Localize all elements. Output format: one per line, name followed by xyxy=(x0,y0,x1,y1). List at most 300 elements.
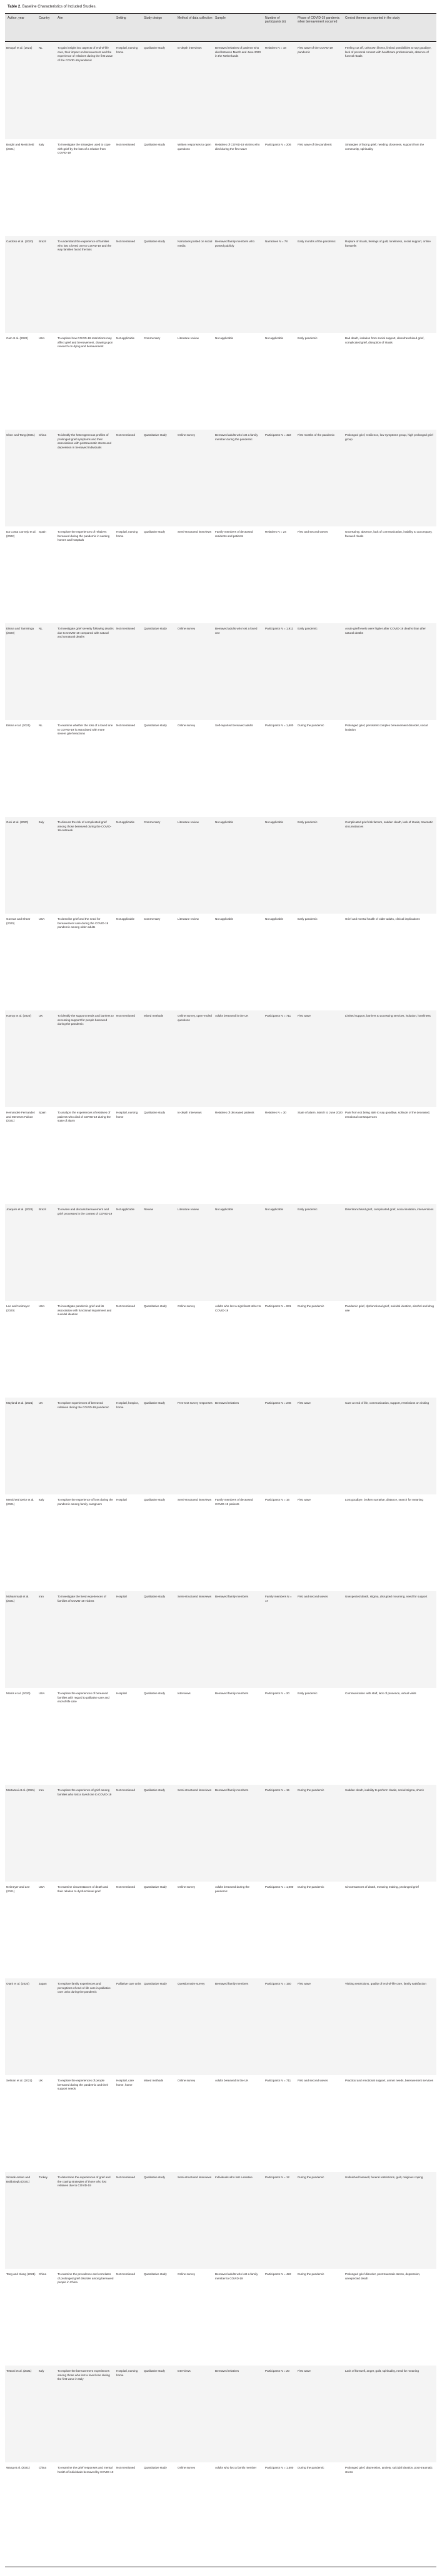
table-cell xyxy=(38,720,56,817)
cell-text: UK xyxy=(39,1014,43,1017)
table-cell xyxy=(143,333,176,430)
cell-text: To examine circumstances of death and their relation to dysfunctional grief xyxy=(58,1885,108,1893)
cell-text: First wave xyxy=(298,1498,311,1501)
col-header: Central themes as reported in the study xyxy=(345,16,400,20)
table-cell xyxy=(38,2269,56,2366)
table-cell xyxy=(38,236,56,333)
table-cell xyxy=(56,42,115,139)
table-cell xyxy=(38,2462,56,2559)
cell-text: Literature review xyxy=(178,337,199,340)
table-cell xyxy=(214,1398,264,1494)
cell-text: Commentary xyxy=(144,821,161,824)
table-cell xyxy=(115,139,143,236)
cell-text: Hospital, nursing home xyxy=(116,1111,138,1118)
cell-text: NL xyxy=(39,627,43,630)
table-cell xyxy=(344,2075,436,2172)
cell-text: To gain insight into aspects of end-of-life care, their impact on bereavement and the experience of relatives during the first wave of the COVID-19 pandemic xyxy=(58,46,113,62)
table-cell xyxy=(56,1978,115,2075)
cell-text: Semi-structured interviews xyxy=(178,1595,212,1598)
table-cell xyxy=(115,720,143,817)
table-cell xyxy=(296,526,344,623)
table-cell xyxy=(176,1785,214,1882)
table-cell xyxy=(176,1398,214,1494)
cell-text: USA xyxy=(39,1692,45,1695)
cell-text: To discuss the risk of complicated grief among those bereaved during the COVID-19 outbreak xyxy=(58,821,112,832)
table-cell xyxy=(344,1107,436,1204)
cell-text: Chen and Tang (2021) xyxy=(6,433,35,437)
table-cell xyxy=(296,2075,344,2172)
table-cell xyxy=(214,2172,264,2269)
cell-text: Qualitative study xyxy=(144,1401,165,1404)
cell-text: Not applicable xyxy=(116,1208,135,1211)
table-cell xyxy=(115,1591,143,1688)
table-cell xyxy=(38,1107,56,1204)
cell-text: Online survey, open-ended questions xyxy=(178,1014,212,1022)
table-cell xyxy=(214,2462,264,2559)
table-cell xyxy=(38,1882,56,1978)
table-cell xyxy=(214,2366,264,2462)
cell-text: Review xyxy=(144,1208,154,1211)
cell-text: Not mentioned xyxy=(116,2176,135,2179)
table-cell xyxy=(38,1978,56,2075)
cell-text: Not mentioned xyxy=(116,433,135,437)
cell-text: Bereaved adults who lost a family member to COVID-19 xyxy=(215,2273,258,2280)
cell-text: Practical and emotional support, unmet needs, bereavement services xyxy=(345,2079,433,2082)
table-cell xyxy=(176,2075,214,2172)
cell-text: During the pandemic xyxy=(298,1305,324,1308)
table-cell xyxy=(264,1978,296,2075)
table-cell xyxy=(56,1010,115,1107)
table-cell xyxy=(264,236,296,333)
table-cell xyxy=(176,236,214,333)
cell-text: Borghi and Menichetti (2021) xyxy=(6,143,34,151)
table-cell xyxy=(214,817,264,914)
table-cell xyxy=(296,914,344,1010)
cell-text: Interviews xyxy=(178,1692,191,1695)
cell-text: Adults bereaved during the pandemic xyxy=(215,1885,249,1893)
table-cell xyxy=(344,236,436,333)
table-cell xyxy=(5,623,38,720)
table-row xyxy=(5,2075,436,2172)
table-cell xyxy=(38,1494,56,1591)
table-cell xyxy=(56,720,115,817)
cell-text: Tang and Xiang (2021) xyxy=(6,2273,36,2276)
table-row xyxy=(5,1882,436,1978)
table-cell xyxy=(214,1107,264,1204)
cell-text: Not mentioned xyxy=(116,1789,135,1792)
cell-text: Complicated grief risk factors, sudden death, lack of rituals, traumatic circumstances xyxy=(345,821,433,828)
table-cell xyxy=(264,1398,296,1494)
table-cell xyxy=(56,2269,115,2366)
table-cell xyxy=(56,817,115,914)
cell-text: Italy xyxy=(39,2369,44,2372)
cell-text: To review and discuss bereavement and grief processes in the context of COVID-19 xyxy=(58,1208,113,1215)
header-bottom-rule xyxy=(5,41,436,42)
cell-text: Online survey xyxy=(178,1885,196,1888)
table-cell xyxy=(344,1398,436,1494)
cell-text: First and second waves xyxy=(298,530,328,533)
cell-text: Early pandemic xyxy=(298,1208,318,1211)
cell-text: Early pandemic xyxy=(298,337,318,340)
table-cell xyxy=(56,1591,115,1688)
table-cell xyxy=(5,2269,38,2366)
table-cell xyxy=(143,2366,176,2462)
cell-text: Participants N = 246 xyxy=(265,1401,291,1404)
table-cell xyxy=(115,236,143,333)
table-cell xyxy=(5,1301,38,1398)
cell-text: Sudden death, inability to perform rituals, social stigma, shock xyxy=(345,1789,424,1792)
table-cell xyxy=(264,2366,296,2462)
cell-text: Online survey xyxy=(178,2273,196,2276)
cell-text: Bereaved adults who lost a loved one xyxy=(215,627,258,634)
table-cell xyxy=(344,1204,436,1301)
cell-text: Participants N = 711 xyxy=(265,1014,291,1017)
table-caption xyxy=(8,5,96,9)
table-cell xyxy=(115,1301,143,1398)
table-cell xyxy=(56,333,115,430)
table-row xyxy=(5,526,436,623)
table-cell xyxy=(143,2075,176,2172)
cell-text: Hospital xyxy=(116,1595,127,1598)
table-cell xyxy=(56,1882,115,1978)
table-cell xyxy=(264,1107,296,1204)
cell-text: First and second waves xyxy=(298,2079,328,2082)
cell-text: To investigate the strategies used to cope with grief by the loss of a relative from COVID-19 xyxy=(58,143,111,154)
table-cell xyxy=(56,1301,115,1398)
col-header: Setting xyxy=(116,16,126,20)
cell-text: Harrop et al. (2020) xyxy=(6,1014,31,1017)
cell-text: Relatives N = 30 xyxy=(265,1111,286,1114)
cell-text: Hospital, hospice, home xyxy=(116,1401,139,1409)
table-cell xyxy=(38,1785,56,1882)
table-cell xyxy=(5,1591,38,1688)
cell-text: To identify the heterogeneous profiles of prolonged grief symptoms and their associations with posttraumatic stress and depression in bereaved individuals xyxy=(58,433,112,449)
cell-text: NL xyxy=(39,46,43,49)
cell-text: Iran xyxy=(39,1789,44,1792)
cell-text: Literature review xyxy=(178,917,199,920)
table-cell xyxy=(5,1978,38,2075)
cell-text: Neimeyer and Lee (2021) xyxy=(6,1885,30,1893)
table-cell xyxy=(296,720,344,817)
table-cell xyxy=(296,1107,344,1204)
table-cell xyxy=(143,1107,176,1204)
table-cell xyxy=(264,526,296,623)
cell-text: To investigate the lived experiences of families of COVID-19 victims xyxy=(58,1595,106,1602)
table-cell xyxy=(56,1785,115,1882)
table-cell xyxy=(264,1301,296,1398)
cell-text: First wave of the pandemic xyxy=(298,143,332,146)
cell-text: Quantitative study xyxy=(144,1885,167,1888)
cell-text: First wave xyxy=(298,1401,311,1404)
cell-text: Wang et al. (2021) xyxy=(6,2466,30,2469)
cell-text: Relatives of deceased patients xyxy=(215,1111,254,1114)
table-cell xyxy=(38,817,56,914)
cell-text: Literature review xyxy=(178,1208,199,1211)
cell-text: Morris et al. (2020) xyxy=(6,1692,31,1695)
table-cell xyxy=(115,2269,143,2366)
table-cell xyxy=(143,2462,176,2559)
cell-text: Not applicable xyxy=(265,821,284,824)
table-cell xyxy=(176,720,214,817)
cell-text: Adults bereaved in the UK xyxy=(215,2079,249,2082)
table-cell xyxy=(176,2462,214,2559)
table-cell xyxy=(176,139,214,236)
cell-text: In-depth interviews xyxy=(178,1111,202,1114)
table-row xyxy=(5,1107,436,1204)
cell-text: Qualitative study xyxy=(144,1595,165,1598)
cell-text: Early pandemic xyxy=(298,821,318,824)
table-cell xyxy=(115,1010,143,1107)
col-header: Sample xyxy=(215,16,226,20)
cell-text: Not applicable xyxy=(215,1208,234,1211)
table-cell xyxy=(38,2366,56,2462)
table-cell xyxy=(176,1882,214,1978)
table-cell xyxy=(296,1591,344,1688)
cell-text: Spain xyxy=(39,1111,46,1114)
table-cell xyxy=(296,2172,344,2269)
cell-text: Quantitative study xyxy=(144,2466,167,2469)
cell-text: Interviews xyxy=(178,2369,191,2372)
table-row xyxy=(5,2462,436,2559)
table-cell xyxy=(5,42,38,139)
table-cell xyxy=(5,526,38,623)
table-cell xyxy=(176,1204,214,1301)
table-cell xyxy=(296,236,344,333)
table-cell xyxy=(344,333,436,430)
table-cell xyxy=(296,1398,344,1494)
table-cell xyxy=(38,1301,56,1398)
table-cell xyxy=(56,914,115,1010)
cell-text: To explore the experiences of relatives bereaved during the pandemic in nursing homes and hospitals xyxy=(58,530,110,541)
cell-text: Eisma and Tamminga (2020) xyxy=(6,627,34,634)
table-row xyxy=(5,1978,436,2075)
cell-text: Hospital, nursing home xyxy=(116,530,138,538)
cell-text: To explore the experiences of bereaved families with regard to palliative care and end-of-life care xyxy=(58,1692,109,1703)
table-cell xyxy=(344,139,436,236)
cell-text: Italy xyxy=(39,1498,44,1501)
table-cell xyxy=(5,914,38,1010)
table-cell xyxy=(264,1494,296,1591)
table-cell xyxy=(56,430,115,526)
table-cell xyxy=(38,1688,56,1785)
table-cell xyxy=(176,1301,214,1398)
table-cell xyxy=(214,2269,264,2366)
cell-text: To explore the experience of grief among families who lost a loved one to COVID-19 xyxy=(58,1789,112,1796)
table-cell xyxy=(176,1688,214,1785)
table-cell xyxy=(264,1785,296,1882)
table-cell xyxy=(143,1978,176,2075)
cell-text: China xyxy=(39,433,47,437)
cell-text: Mohammadi et al. (2021) xyxy=(6,1595,29,1602)
cell-text: Quantitative study xyxy=(144,433,167,437)
cell-text: Qualitative study xyxy=(144,530,165,533)
cell-text: Participants N = 20 xyxy=(265,2369,289,2372)
table-cell xyxy=(344,1301,436,1398)
cell-text: Hospital xyxy=(116,1692,127,1695)
table-cell xyxy=(38,914,56,1010)
table-cell xyxy=(176,817,214,914)
cell-text: Semi-structured interviews xyxy=(178,1789,212,1792)
table-cell xyxy=(56,1107,115,1204)
table-cell xyxy=(214,1010,264,1107)
cell-text: To examine the prevalence and correlates of prolonged grief disorder among bereaved people in China xyxy=(58,2273,114,2284)
table-cell xyxy=(296,139,344,236)
cell-text: Individuals who lost a relative xyxy=(215,2176,253,2179)
cell-text: Spain xyxy=(39,530,46,533)
table-cell xyxy=(296,2366,344,2462)
table-cell xyxy=(214,236,264,333)
table-row xyxy=(5,430,436,526)
cell-text: Bereaved relatives xyxy=(215,2369,239,2372)
cell-text: Adults who lost a family member xyxy=(215,2466,257,2469)
table-cell xyxy=(5,1107,38,1204)
table-cell xyxy=(214,430,264,526)
cell-text: Joaquim et al. (2021) xyxy=(6,1208,34,1211)
cell-text: Relatives N = 18 xyxy=(265,46,286,49)
col-header: Aim xyxy=(58,16,63,20)
table-row xyxy=(5,1494,436,1591)
table-cell xyxy=(5,1882,38,1978)
cell-text: Brazil xyxy=(39,240,46,243)
cell-text: Adults bereaved in the UK xyxy=(215,1014,249,1017)
cell-text: Circumstances of death, meaning making, prolonged grief xyxy=(345,1885,419,1888)
table-cell xyxy=(176,42,214,139)
cell-text: During the pandemic xyxy=(298,2273,324,2276)
table-row xyxy=(5,236,436,333)
table-cell xyxy=(5,1494,38,1591)
cell-text: Otani et al. (2020) xyxy=(6,1982,29,1985)
table-cell xyxy=(296,1785,344,1882)
cell-text: Japan xyxy=(39,1982,47,1985)
cell-text: To explore how COVID-19 restrictions may affect grief and bereavement, drawing upon research on dying and bereavement xyxy=(58,337,113,348)
table-row xyxy=(5,1301,436,1398)
table-cell xyxy=(176,2269,214,2366)
cell-text: Uncertainty, absence, lack of communication, inability to accompany, farewell rituals xyxy=(345,530,433,538)
cell-text: To examine whether the loss of a loved one to COVID-19 is associated with more severe grief reactions xyxy=(58,724,113,735)
table-cell xyxy=(38,526,56,623)
table-cell xyxy=(5,1010,38,1107)
cell-text: Qualitative study xyxy=(144,1789,165,1792)
table-row xyxy=(5,1010,436,1107)
table-cell xyxy=(115,1978,143,2075)
cell-text: Becqué et al. (2021) xyxy=(6,46,33,49)
table-cell xyxy=(176,1107,214,1204)
table-cell xyxy=(38,430,56,526)
table-cell xyxy=(214,1785,264,1882)
table-cell xyxy=(38,333,56,430)
cell-text: Not mentioned xyxy=(116,2466,135,2469)
cell-text: Participants N = 831 xyxy=(265,1305,291,1308)
table-cell xyxy=(296,1010,344,1107)
cell-text: During the pandemic xyxy=(298,1885,324,1888)
table-cell xyxy=(344,1494,436,1591)
table-cell xyxy=(5,2075,38,2172)
cell-text: Care at end of life, communication, support, restrictions on visiting xyxy=(345,1401,429,1404)
cell-text: To determine the experiences of grief and the coping strategies of those who lost relatives due to COVID-19 xyxy=(58,2176,111,2187)
cell-text: Lee and Neimeyer (2020) xyxy=(6,1305,30,1312)
table-cell xyxy=(143,1591,176,1688)
table-cell xyxy=(264,430,296,526)
caption-label: Table 2. xyxy=(8,5,21,9)
table-cell xyxy=(143,430,176,526)
cell-text: To explore the experiences of people bereaved during the pandemic and their support needs xyxy=(58,2079,109,2090)
table-cell xyxy=(264,1204,296,1301)
cell-text: Hospital, nursing home xyxy=(116,2369,138,2377)
cell-text: Acute grief levels were higher after COVID-19 deaths than after natural deaths xyxy=(345,627,426,634)
cell-text: Participants N = 15 xyxy=(265,1789,289,1792)
table-cell xyxy=(344,1010,436,1107)
cell-text: Prolonged grief, depression, anxiety, suicidal ideation, post-traumatic stress xyxy=(345,2466,433,2474)
table-cell xyxy=(296,1494,344,1591)
cell-text: Questionnaire survey xyxy=(178,1982,205,1985)
cell-text: Pain from not being able to say goodbye, solitude of the deceased, emotional consequences xyxy=(345,1111,430,1118)
col-header: Study design xyxy=(144,16,162,20)
table-row xyxy=(5,1204,436,1301)
table-cell xyxy=(5,1688,38,1785)
cell-text: Participants N = 1,000 xyxy=(265,1885,294,1888)
table-row xyxy=(5,42,436,139)
cell-text: Family members N = 17 xyxy=(265,1595,292,1602)
cell-text: To identify the support needs and barriers to accessing support for people bereaved during the pandemic xyxy=(58,1014,114,1025)
table-cell xyxy=(115,623,143,720)
table-cell xyxy=(264,817,296,914)
table-cell xyxy=(214,1591,264,1688)
cell-text: Not mentioned xyxy=(116,627,135,630)
cell-text: Semi-structured interviews xyxy=(178,530,212,533)
cell-text: USA xyxy=(39,1885,45,1888)
table-cell xyxy=(214,720,264,817)
cell-text: Qualitative study xyxy=(144,2369,165,2372)
cell-text: Online survey xyxy=(178,1305,196,1308)
table-cell xyxy=(214,623,264,720)
table-cell xyxy=(38,42,56,139)
cell-text: Not applicable xyxy=(116,821,135,824)
cell-text: Mortazavi et al. (2021) xyxy=(6,1789,35,1792)
cell-text: Not applicable xyxy=(265,917,284,920)
cell-text: Italy xyxy=(39,143,44,146)
cell-text: Early months of the pandemic xyxy=(298,240,336,243)
cell-text: China xyxy=(39,2466,47,2469)
table-cell xyxy=(56,236,115,333)
table-cell xyxy=(115,914,143,1010)
cell-text: In-depth interviews xyxy=(178,46,202,49)
table-cell xyxy=(296,430,344,526)
cell-text: Bad death, isolation from social support, disenfranchised grief, complicated grief, disruption of rituals xyxy=(345,337,424,344)
cell-text: Family members of deceased COVID-19 patients xyxy=(215,1498,253,1506)
table-cell xyxy=(264,623,296,720)
table-cell xyxy=(143,236,176,333)
table-cell xyxy=(296,2462,344,2559)
table-cell xyxy=(5,2366,38,2462)
cell-text: Participants N = 206 xyxy=(265,143,291,146)
cell-text: Online survey xyxy=(178,627,196,630)
cell-text: Not mentioned xyxy=(116,724,135,727)
cell-text: Commentary xyxy=(144,917,161,920)
col-header: Phase of COVID-19 pandemic when bereavement occurred xyxy=(298,16,340,24)
cell-text: Selman et al. (2021) xyxy=(6,2079,33,2082)
cell-text: Qualitative study xyxy=(144,143,165,146)
cell-text: Grief and mental health of older adults, clinical implications xyxy=(345,917,420,920)
cell-text: Not applicable xyxy=(116,917,135,920)
table-cell xyxy=(344,1978,436,2075)
cell-text: Brazil xyxy=(39,1208,46,1211)
table-cell xyxy=(344,2366,436,2462)
cell-text: Iran xyxy=(39,1595,44,1598)
cell-text: Narratives N = 78 xyxy=(265,240,288,243)
cell-text: Bereaved family members xyxy=(215,1692,249,1695)
cell-text: China xyxy=(39,2273,47,2276)
cell-text: Disenfranchised grief, complicated grief, social isolation, interventions xyxy=(345,1208,434,1211)
